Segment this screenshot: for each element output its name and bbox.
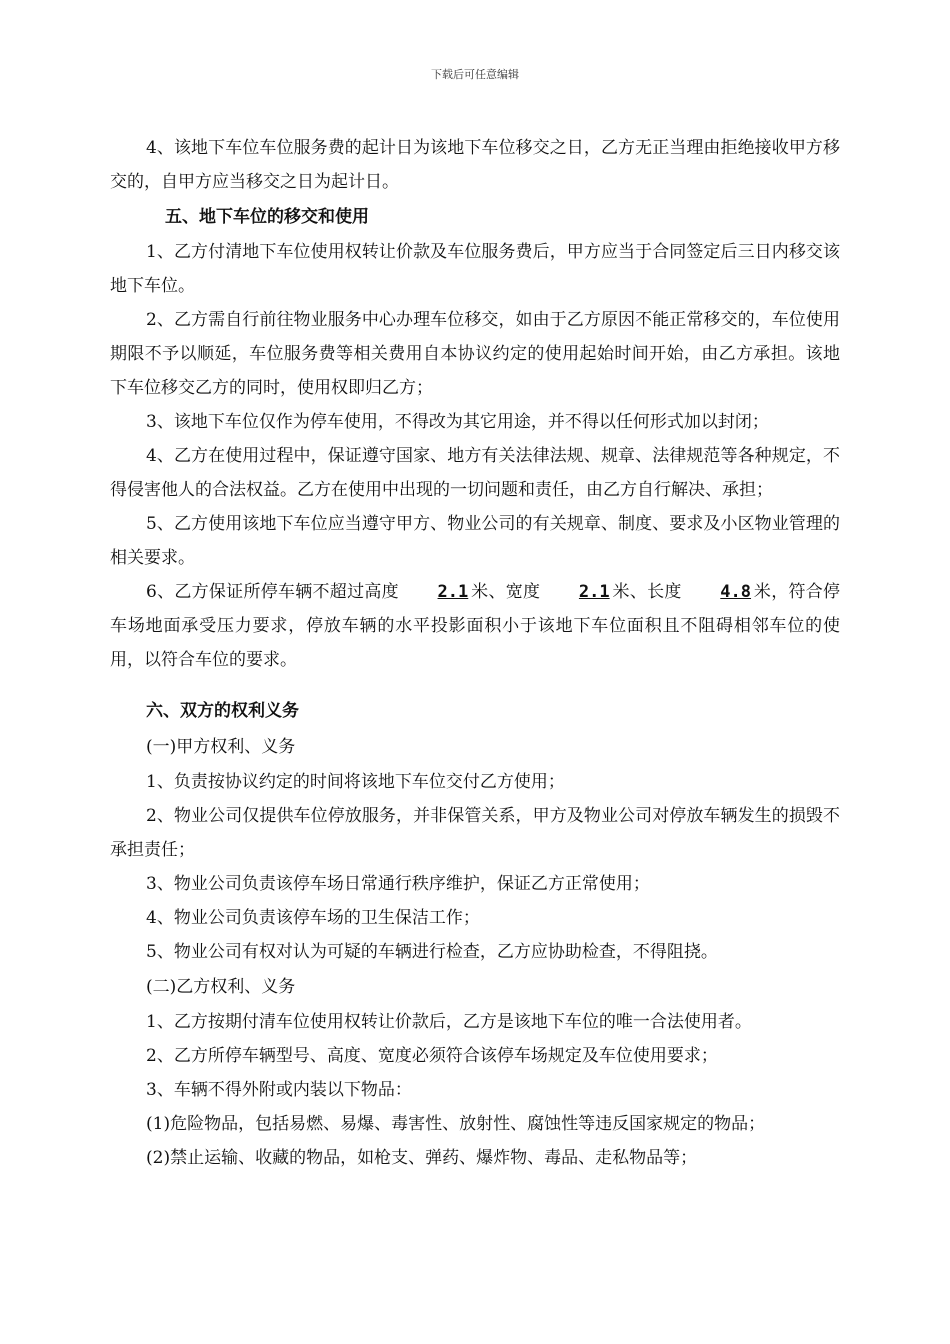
partyB-item1: 1、乙方按期付清车位使用权转让价款后，乙方是该地下车位的唯一合法使用者。 xyxy=(146,1012,752,1032)
section5-item1: 1、乙方付清地下车位使用权转让价款及车位服务费后，甲方应当于合同签定后三日内移交该地下车位。 xyxy=(110,242,840,296)
partyA-heading: (一)甲方权利、义务 xyxy=(146,737,296,757)
partyB-item3-sub1: (1)危险物品，包括易燃、易爆、毒害性、放射性、腐蚀性等违反国家规定的物品； xyxy=(146,1114,766,1134)
section6-title: 六、双方的权利义务 xyxy=(146,701,299,721)
section5-item3: 3、该地下车位仅作为停车使用，不得改为其它用途，并不得以任何形式加以封闭； xyxy=(146,412,769,432)
document-body xyxy=(110,131,840,1175)
item6-prefix: 6、乙方保证所停车辆不超过高度 xyxy=(146,582,399,602)
section5-item4: 4、乙方在使用过程中，保证遵守国家、地方有关法律法规、规章、法律规范等各种规定，不得侵害他人的合法权益。乙方在使用中出现的一切问题和责任，由乙方自行解决、承担； xyxy=(110,446,840,500)
partyA-item5: 5、物业公司有权对认为可疑的车辆进行检查，乙方应协助检查，不得阻挠。 xyxy=(146,942,718,962)
item6-after-height: 米、宽度 xyxy=(470,582,541,602)
vehicle-length-value: 4.8 xyxy=(720,582,752,602)
partyB-heading: (二)乙方权利、义务 xyxy=(146,977,296,997)
partyB-item2: 2、乙方所停车辆型号、高度、宽度必须符合该停车场规定及车位使用要求； xyxy=(146,1046,718,1066)
vehicle-width-value: 2.1 xyxy=(578,582,610,602)
item6-suffix: 米，符合停车场地面承受压力要求，停放车辆的水平投影面积小于该地下车位面积且不阻碍相邻车位的使用，以符合车位的要求。 xyxy=(110,582,841,670)
section5-title: 五、地下车位的移交和使用 xyxy=(165,207,369,227)
partyB-item3: 3、车辆不得外附或内装以下物品： xyxy=(146,1080,412,1100)
partyB-item3-sub2: (2)禁止运输、收藏的物品，如枪支、弹药、爆炸物、毒品、走私物品等； xyxy=(146,1148,698,1168)
section4-item4: 4、该地下车位车位服务费的起计日为该地下车位移交之日，乙方无正当理由拒绝接收甲方移交的，自甲方应当移交之日为起计日。 xyxy=(110,138,840,192)
partyA-item1: 1、负责按协议约定的时间将该地下车位交付乙方使用； xyxy=(146,772,565,792)
section5-item6 xyxy=(110,575,840,677)
section5-item5: 5、乙方使用该地下车位应当遵守甲方、物业公司的有关规章、制度、要求及小区物业管理的相关要求。 xyxy=(110,514,840,568)
partyA-item2: 2、物业公司仅提供车位停放服务，并非保管关系，甲方及物业公司对停放车辆发生的损毁不承担责任； xyxy=(110,806,840,860)
partyA-item4: 4、物业公司负责该停车场的卫生保洁工作； xyxy=(146,908,480,928)
page-header-note: 下载后可任意编辑 xyxy=(431,68,519,81)
vehicle-height-value: 2.1 xyxy=(437,582,469,602)
partyA-item3: 3、物业公司负责该停车场日常通行秩序维护，保证乙方正常使用； xyxy=(146,874,650,894)
item6-after-width: 米、长度 xyxy=(612,582,682,602)
section5-item2: 2、乙方需自行前往物业服务中心办理车位移交，如由于乙方原因不能正常移交的，车位使用期限不予以顺延，车位服务费等相关费用自本协议约定的使用起始时间开始，由乙方承担。该地下车位移交乙方的同时，使用权即归乙方； xyxy=(110,310,840,398)
